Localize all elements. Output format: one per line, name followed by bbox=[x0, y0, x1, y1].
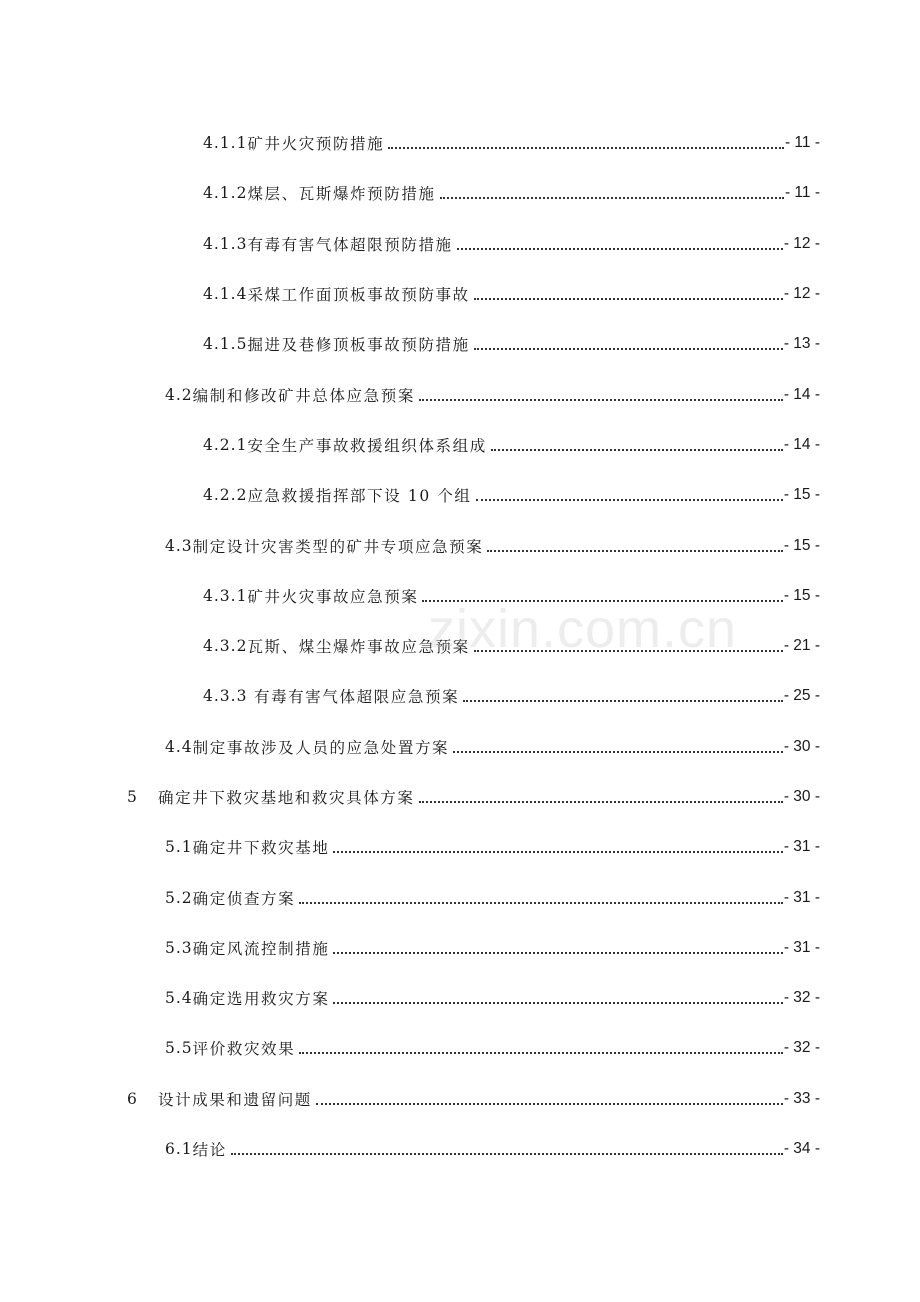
toc-entry-number: 4.3.1 bbox=[203, 586, 248, 605]
toc-entry-title: 矿井火灾预防措施 bbox=[247, 135, 385, 154]
toc-entry[interactable] bbox=[0, 1023, 920, 1073]
toc-entry[interactable] bbox=[0, 118, 920, 168]
toc-entry-page: - 32 - bbox=[783, 1039, 820, 1057]
toc-dot-leader bbox=[333, 986, 782, 1004]
toc-entry-page: - 34 - bbox=[783, 1140, 820, 1158]
toc-entry-page: - 31 - bbox=[783, 938, 820, 956]
toc-entry-title: 制定事故涉及人员的应急处置方案 bbox=[192, 738, 450, 757]
toc-entry[interactable] bbox=[0, 772, 920, 822]
toc-entry-number: 4.3 bbox=[165, 536, 193, 555]
toc-entry[interactable] bbox=[0, 319, 920, 369]
toc-entry-title: 有毒有害气体超限应急预案 bbox=[247, 688, 460, 707]
toc-entry-title: 结论 bbox=[192, 1141, 227, 1160]
toc-entry[interactable] bbox=[0, 722, 920, 772]
toc-entry-title: 编制和修改矿井总体应急预案 bbox=[192, 386, 415, 405]
toc-dot-leader bbox=[422, 584, 782, 602]
toc-entry[interactable] bbox=[0, 369, 920, 419]
toc-entry-title: 瓦斯、煤尘爆炸事故应急预案 bbox=[247, 638, 470, 657]
table-of-contents bbox=[0, 118, 920, 1174]
toc-entry[interactable] bbox=[0, 1074, 920, 1124]
toc-entry[interactable] bbox=[0, 420, 920, 470]
toc-dot-leader bbox=[491, 433, 783, 451]
toc-entry-title: 安全生产事故救援组织体系组成 bbox=[247, 436, 487, 455]
watermark: zixin.com.cn bbox=[428, 599, 738, 659]
toc-dot-leader bbox=[316, 1087, 783, 1105]
toc-entry-title: 评价救灾效果 bbox=[192, 1040, 296, 1059]
toc-dot-leader bbox=[299, 886, 783, 904]
toc-entry[interactable] bbox=[0, 923, 920, 973]
toc-dot-leader bbox=[419, 383, 783, 401]
toc-entry-title: 制定设计灾害类型的矿井专项应急预案 bbox=[192, 537, 484, 556]
toc-entry-page: - 15 - bbox=[783, 586, 820, 604]
toc-dot-leader bbox=[476, 483, 783, 501]
toc-entry-page: - 11 - bbox=[784, 184, 820, 202]
toc-entry-title: 煤层、瓦斯爆炸预防措施 bbox=[247, 185, 436, 204]
toc-dot-leader bbox=[440, 181, 784, 199]
toc-entry-number: 5.4 bbox=[165, 989, 193, 1008]
toc-entry-page: - 13 - bbox=[783, 335, 820, 353]
toc-entry-title: 有毒有害气体超限预防措施 bbox=[247, 235, 453, 254]
toc-entry-title: 采煤工作面顶板事故预防事故 bbox=[247, 286, 470, 305]
toc-entry-title: 确定风流控制措施 bbox=[192, 939, 330, 958]
toc-entry[interactable] bbox=[0, 470, 920, 520]
toc-dot-leader bbox=[474, 332, 783, 350]
toc-entry[interactable] bbox=[0, 671, 920, 721]
toc-entry-title: 确定选用救灾方案 bbox=[192, 990, 330, 1009]
toc-entry-number: 5.5 bbox=[165, 1039, 193, 1058]
toc-entry-page: - 15 - bbox=[783, 536, 820, 554]
toc-entry[interactable] bbox=[0, 219, 920, 269]
toc-entry[interactable] bbox=[0, 822, 920, 872]
toc-entry-title: 矿井火灾事故应急预案 bbox=[247, 587, 419, 606]
toc-entry-number: 4.2.2 bbox=[203, 486, 248, 505]
toc-entry-page: - 12 - bbox=[783, 234, 820, 252]
toc-entry-number: 5.3 bbox=[165, 938, 193, 957]
toc-dot-leader bbox=[388, 131, 784, 149]
toc-entry-page: - 31 - bbox=[783, 838, 820, 856]
toc-dot-leader bbox=[474, 282, 783, 300]
toc-entry[interactable] bbox=[0, 571, 920, 621]
toc-entry-title: 确定井下救灾基地和救灾具体方案 bbox=[158, 789, 415, 807]
toc-entry[interactable] bbox=[0, 269, 920, 319]
toc-entry[interactable] bbox=[0, 973, 920, 1023]
toc-entry-number: 5 bbox=[127, 788, 138, 806]
toc-entry-title: 应急救援指挥部下设 10 个组 bbox=[247, 487, 472, 506]
toc-entry-page: - 21 - bbox=[783, 637, 820, 655]
toc-dot-leader bbox=[474, 634, 783, 652]
toc-entry-page: - 30 - bbox=[783, 788, 820, 805]
toc-dot-leader bbox=[231, 1137, 783, 1155]
toc-entry-number: 4.1.5 bbox=[203, 335, 248, 354]
toc-entry-title: 掘进及巷修顶板事故预防措施 bbox=[247, 336, 470, 355]
toc-dot-leader bbox=[299, 1036, 783, 1054]
toc-entry-number: 5.1 bbox=[165, 838, 193, 857]
toc-entry[interactable] bbox=[0, 621, 920, 671]
toc-entry[interactable] bbox=[0, 1124, 920, 1174]
toc-entry-page: - 31 - bbox=[783, 888, 820, 906]
toc-entry-number: 4.3.2 bbox=[203, 637, 248, 656]
toc-entry-title: 确定井下救灾基地 bbox=[192, 839, 330, 858]
toc-entry[interactable] bbox=[0, 520, 920, 570]
toc-entry-number: 6.1 bbox=[165, 1140, 193, 1159]
toc-dot-leader bbox=[419, 785, 783, 803]
toc-dot-leader bbox=[487, 534, 782, 552]
toc-dot-leader bbox=[463, 684, 783, 702]
toc-entry-number: 4.1.3 bbox=[203, 234, 248, 253]
toc-dot-leader bbox=[457, 232, 783, 250]
toc-entry-page: - 30 - bbox=[783, 737, 820, 755]
toc-entry-title: 确定侦查方案 bbox=[192, 889, 296, 908]
toc-entry-number: 4.2 bbox=[165, 385, 193, 404]
toc-entry-page: - 33 - bbox=[783, 1089, 820, 1107]
toc-entry-page: - 15 - bbox=[783, 486, 820, 504]
toc-entry[interactable] bbox=[0, 168, 920, 218]
toc-entry-number: 4.1.2 bbox=[203, 184, 248, 203]
toc-entry-number: 6 bbox=[127, 1089, 138, 1108]
toc-entry-page: - 32 - bbox=[783, 989, 820, 1007]
toc-entry-number: 4.3.3 bbox=[203, 687, 248, 706]
toc-entry-number: 4.2.1 bbox=[203, 435, 248, 454]
toc-entry-title: 设计成果和遗留问题 bbox=[158, 1090, 312, 1109]
toc-entry-page: - 14 - bbox=[783, 435, 820, 453]
toc-dot-leader bbox=[333, 936, 782, 954]
toc-entry-number: 4.4 bbox=[165, 737, 193, 756]
toc-entry-number: 5.2 bbox=[165, 888, 193, 907]
toc-dot-leader bbox=[453, 735, 783, 753]
toc-entry-page: - 14 - bbox=[783, 385, 820, 403]
toc-entry[interactable] bbox=[0, 872, 920, 922]
toc-dot-leader bbox=[333, 835, 782, 853]
toc-entry-page: - 11 - bbox=[784, 134, 820, 152]
toc-entry-number: 4.1.1 bbox=[203, 134, 248, 153]
toc-entry-page: - 25 - bbox=[783, 687, 820, 705]
toc-entry-number: 4.1.4 bbox=[203, 285, 248, 304]
toc-entry-page: - 12 - bbox=[783, 285, 820, 303]
